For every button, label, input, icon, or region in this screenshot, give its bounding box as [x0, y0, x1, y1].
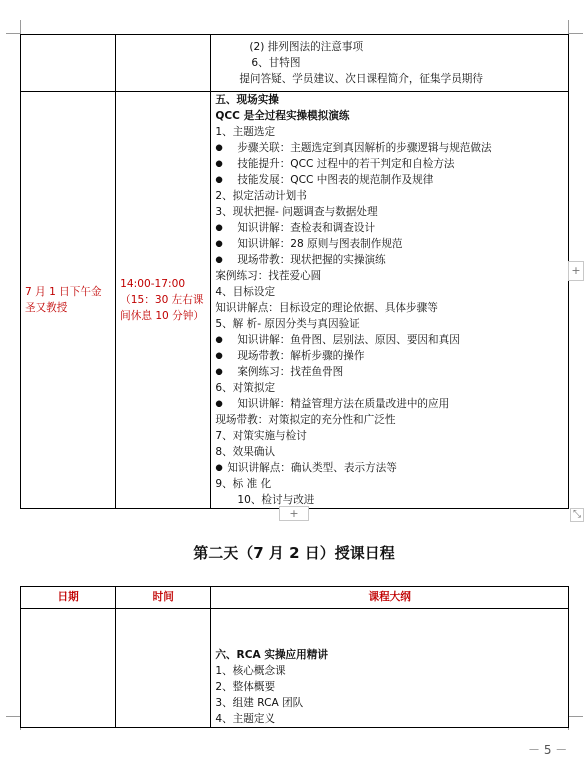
- list-item: 案例练习：找茬爱心圆: [215, 270, 322, 282]
- list-item: ● 案例练习：找茬鱼骨图: [215, 364, 568, 380]
- section-heading: 六、RCA 实操应用精讲: [215, 649, 328, 661]
- list-item: 10、检讨与改进: [237, 494, 315, 506]
- list-item: ● 知识讲解点：确认类型、表示方法等: [215, 460, 568, 476]
- list-item: 2、整体概要: [215, 681, 276, 693]
- list-item: 8、效果确认: [215, 446, 276, 458]
- crop-mark: [568, 20, 569, 34]
- list-item: 知识讲解点：目标设定的理论依据、具体步骤等: [215, 302, 438, 314]
- list-item: ● 现场带教：解析步骤的操作: [215, 348, 568, 364]
- crop-mark: [20, 20, 21, 34]
- crop-mark: [569, 33, 583, 34]
- list-item: 现场带教：对策拟定的充分性和广泛性: [215, 414, 396, 426]
- crop-mark: [6, 716, 20, 717]
- column-header-date: 日期: [21, 587, 116, 609]
- column-header-outline: 课程大纲: [211, 587, 569, 609]
- break-note: （15：30 左右课间休息 10 分钟）: [120, 294, 204, 322]
- table-row: [21, 92, 569, 509]
- list-item: ● 知识讲解：28 原则与图表制作规范: [215, 236, 568, 252]
- schedule-table-day2: [20, 586, 569, 728]
- list-item: 4、主题定义: [215, 713, 276, 725]
- add-row-button[interactable]: +: [279, 506, 309, 521]
- list-item: ● 知识讲解：查检表和调查设计: [215, 220, 568, 236]
- crop-mark: [569, 716, 583, 717]
- list-item: (2) 排列图法的注意事项: [249, 41, 364, 53]
- session-time: 14:00-17:00: [120, 278, 186, 290]
- list-item: 6、甘特图: [251, 57, 301, 69]
- list-item: 4、目标设定: [215, 286, 276, 298]
- list-item: 提问答疑、学员建议、次日课程简介，征集学员期待: [239, 73, 483, 85]
- list-item: 6、对策拟定: [215, 382, 276, 394]
- list-item: 2、拟定活动计划书: [215, 190, 307, 202]
- outline-list: [215, 124, 568, 508]
- list-item: ● 知识讲解：精益管理方法在质量改进中的应用: [215, 396, 568, 412]
- session-date-lecturer: 7 月 1 日下午金圣又教授: [25, 286, 102, 314]
- list-item: 3、组建 RCA 团队: [215, 697, 304, 709]
- column-header-time: 时间: [116, 587, 211, 609]
- list-item: 1、核心概念课: [215, 665, 286, 677]
- list-item: 5、解 析- 原因分类与真因验证: [215, 318, 360, 330]
- list-item: ● 技能提升：QCC 过程中的若干判定和自检方法: [215, 156, 568, 172]
- page-title: 第二天（7 月 2 日）授课日程: [193, 544, 395, 562]
- table-row: [21, 35, 569, 92]
- section-subheading: QCC 是全过程实操模拟演练: [215, 110, 350, 122]
- page-number: － 5 －: [528, 743, 568, 757]
- table-row: [21, 609, 569, 728]
- list-item: ● 步骤关联：主题选定到真因解析的步骤逻辑与规范做法: [215, 140, 568, 156]
- list-item: 7、对策实施与检讨: [215, 430, 307, 442]
- add-column-button[interactable]: +: [568, 261, 584, 281]
- schedule-table-day1: [20, 34, 569, 509]
- table-header-row: [21, 587, 569, 609]
- section-heading: 五、现场实操: [215, 94, 279, 106]
- list-item: ● 现场带教：现状把握的实操演练: [215, 252, 568, 268]
- list-item: 3、现状把握- 问题调查与数据处理: [215, 206, 378, 218]
- list-item: ● 知识讲解：鱼骨图、层别法、原因、要因和真因: [215, 332, 568, 348]
- list-item: ● 技能发展：QCC 中图表的规范制作及规律: [215, 172, 568, 188]
- crop-mark: [6, 33, 20, 34]
- table-resize-handle[interactable]: ⤡: [570, 508, 584, 522]
- list-item: 1、主题选定: [215, 126, 276, 138]
- list-item: 9、标 准 化: [215, 478, 272, 490]
